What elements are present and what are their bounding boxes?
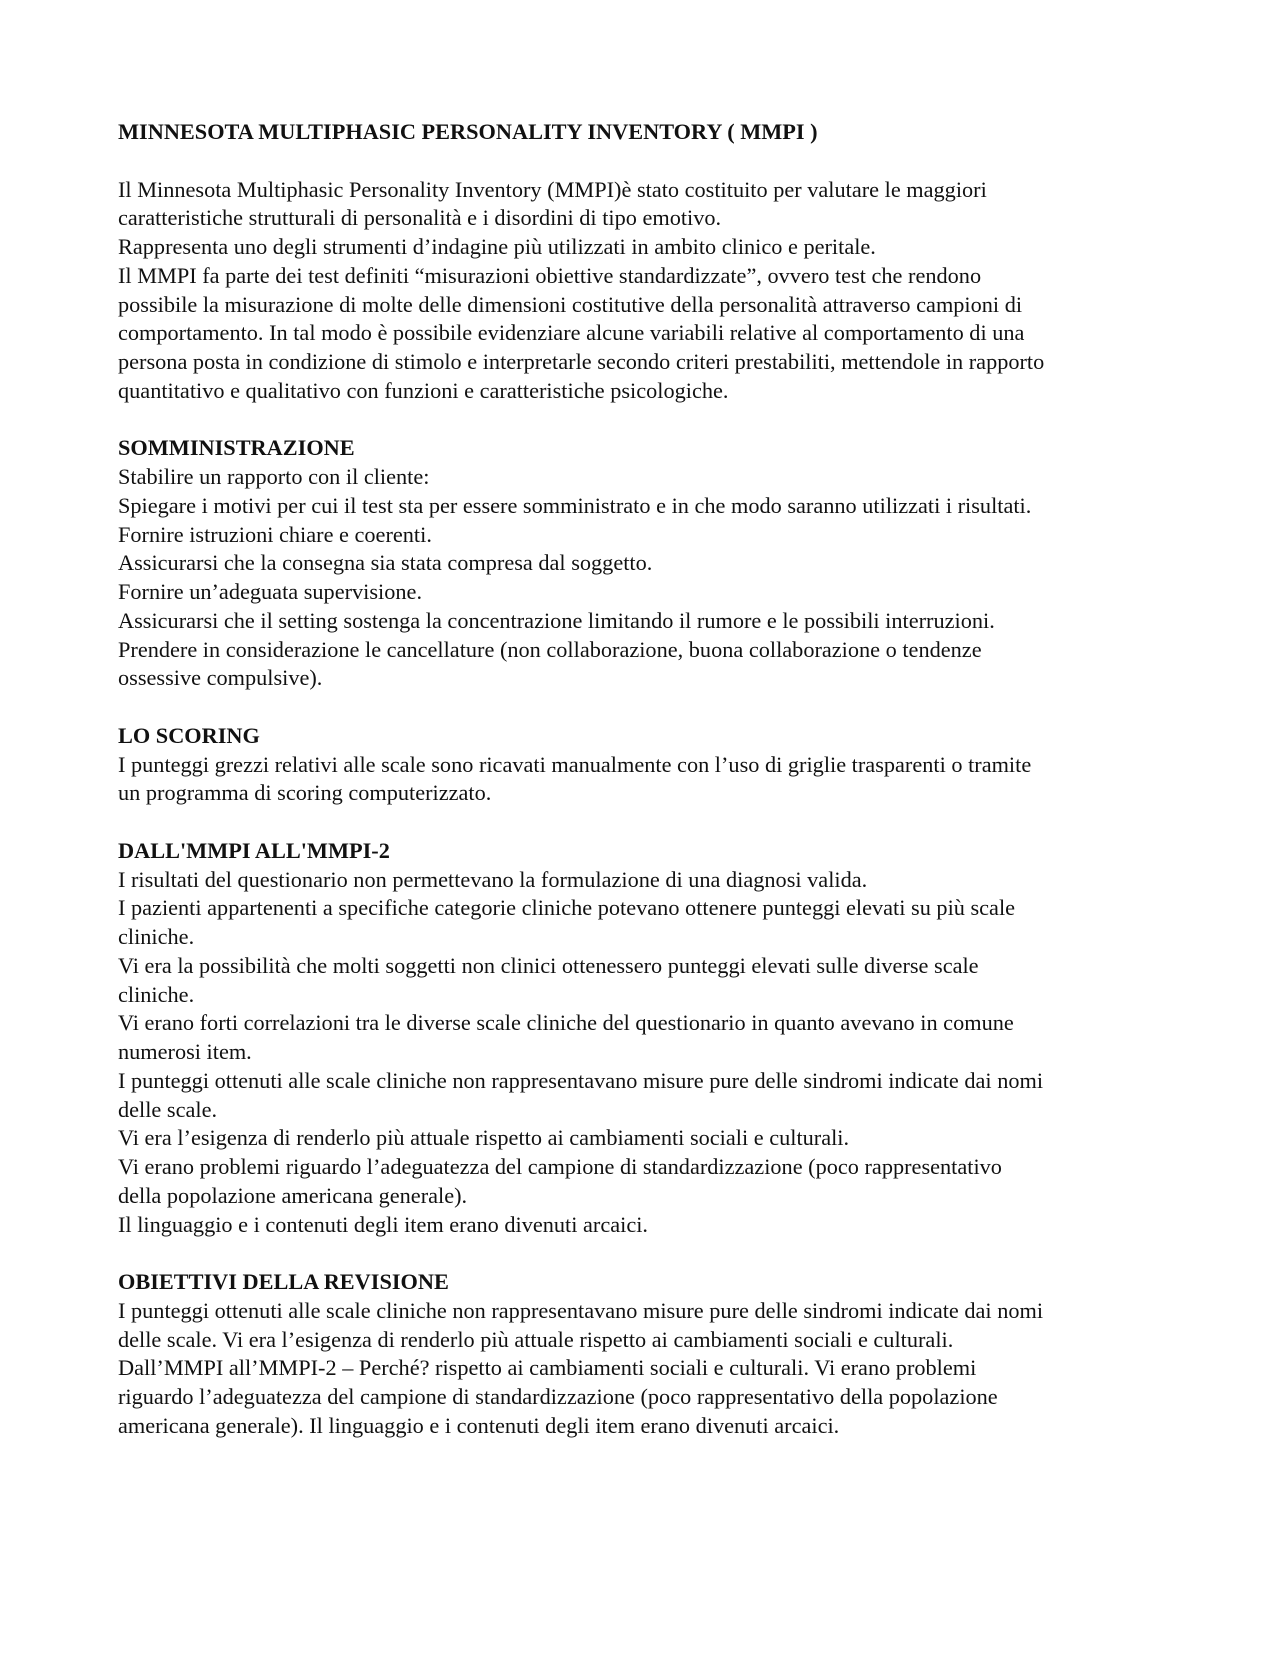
section-line: Vi era l’esigenza di renderlo più attuale rispetto ai cambiamenti sociali e culturali.: [118, 1125, 850, 1151]
section-line: Fornire istruzioni chiare e coerenti.: [118, 521, 432, 547]
section-line: Stabilire un rapporto con il cliente:: [118, 464, 430, 489]
section-line: delle scale.: [118, 1096, 218, 1122]
section-line: I risultati del questionario non permettevano la formulazione di una diagnosi valida.: [118, 866, 868, 892]
section-line: cliniche.: [118, 981, 195, 1007]
section-line: Vi erano forti correlazioni tra le diverse scale cliniche del questionario in quanto avevano in comune: [118, 1010, 1014, 1036]
spacer: [118, 808, 1178, 837]
section-line: I pazienti appartenenti a specifiche categorie cliniche potevano ottenere punteggi elevati su più scale: [118, 895, 1016, 921]
intro-line: possibile la misurazione di molte delle dimensioni costitutive della personalità attraverso campioni di: [118, 291, 1023, 317]
section-line: I punteggi grezzi relativi alle scale sono ricavati manualmente con l’uso di griglie trasparenti o tramite: [118, 751, 1032, 777]
spacer: [118, 1239, 1178, 1268]
section-line: Assicurarsi che il setting sostenga la concentrazione limitando il rumore e le possibili interruzioni.: [118, 607, 995, 633]
intro-line: persona posta in condizione di stimolo e interpretarle secondo criteri prestabiliti, mettendole in rapporto: [118, 349, 1045, 374]
spacer: [118, 147, 1178, 176]
intro-line: quantitativo e qualitativo con funzioni e caratteristiche psicologiche.: [118, 377, 729, 403]
section-line: Il linguaggio e i contenuti degli item erano divenuti arcaici.: [118, 1211, 648, 1237]
section-dallmmpi: [118, 837, 1178, 1240]
spacer: [118, 693, 1178, 722]
intro-line: Il Minnesota Multiphasic Personality Inventory (MMPI)è stato costituito per valutare le maggiori: [118, 176, 987, 202]
section-somministrazione: [118, 434, 1178, 693]
intro-line: Rappresenta uno degli strumenti d’indagine più utilizzati in ambito clinico e peritale.: [118, 234, 876, 259]
document-page: [118, 118, 1178, 1441]
section-line: americana generale). Il linguaggio e i contenuti degli item erano divenuti arcaici.: [118, 1412, 840, 1438]
intro-paragraph: [118, 176, 1178, 406]
section-line: Vi era la possibilità che molti soggetti non clinici ottenessero punteggi elevati sulle diverse scale: [118, 952, 979, 978]
section-line: della popolazione americana generale).: [118, 1182, 468, 1208]
section-line: delle scale. Vi era l’esigenza di renderlo più attuale rispetto ai cambiamenti sociali e culturali.: [118, 1326, 954, 1352]
intro-line: comportamento. In tal modo è possibile evidenziare alcune variabili relative al comportamento di una: [118, 320, 1025, 346]
section-line: Spiegare i motivi per cui il test sta per essere somministrato e in che modo saranno utilizzati i risultati.: [118, 492, 1032, 518]
section-line: Assicurarsi che la consegna sia stata compresa dal soggetto.: [118, 550, 653, 576]
section-line: I punteggi ottenuti alle scale cliniche non rappresentavano misure pure delle sindromi indicate dai nomi: [118, 1067, 1044, 1093]
section-line: cliniche.: [118, 924, 195, 949]
section-line: Fornire un’adeguata supervisione.: [118, 579, 423, 604]
section-heading: OBIETTIVI DELLA REVISIONE: [118, 1269, 449, 1294]
section-heading: SOMMINISTRAZIONE: [118, 435, 355, 461]
section-line: ossessive compulsive).: [118, 665, 323, 691]
section-line: Vi erano problemi riguardo l’adeguatezza del campione di standardizzazione (poco rappresentativo: [118, 1154, 1002, 1179]
section-line: riguardo l’adeguatezza del campione di standardizzazione (poco rappresentativo della popolazione: [118, 1384, 998, 1409]
spacer: [118, 406, 1178, 435]
section-line: numerosi item.: [118, 1039, 252, 1064]
intro-line: caratteristiche strutturali di personalità e i disordini di tipo emotivo.: [118, 205, 722, 231]
section-line: I punteggi ottenuti alle scale cliniche non rappresentavano misure pure delle sindromi indicate dai nomi: [118, 1297, 1044, 1323]
intro-line: Il MMPI fa parte dei test definiti “misurazioni obiettive standardizzate”, ovvero test che rendono: [118, 262, 982, 288]
section-heading: DALL'MMPI ALL'MMPI-2: [118, 837, 390, 863]
section-line: Dall’MMPI all’MMPI-2 – Perché? rispetto ai cambiamenti sociali e culturali. Vi erano problemi: [118, 1355, 977, 1381]
section-line: un programma di scoring computerizzato.: [118, 780, 492, 806]
section-obiettivi: [118, 1268, 1178, 1441]
section-line: Prendere in considerazione le cancellature (non collaborazione, buona collaborazione o tendenze: [118, 636, 982, 662]
section-heading: LO SCORING: [118, 722, 260, 748]
section-scoring: [118, 722, 1178, 808]
document-title: MINNESOTA MULTIPHASIC PERSONALITY INVENTORY ( MMPI ): [118, 119, 818, 144]
